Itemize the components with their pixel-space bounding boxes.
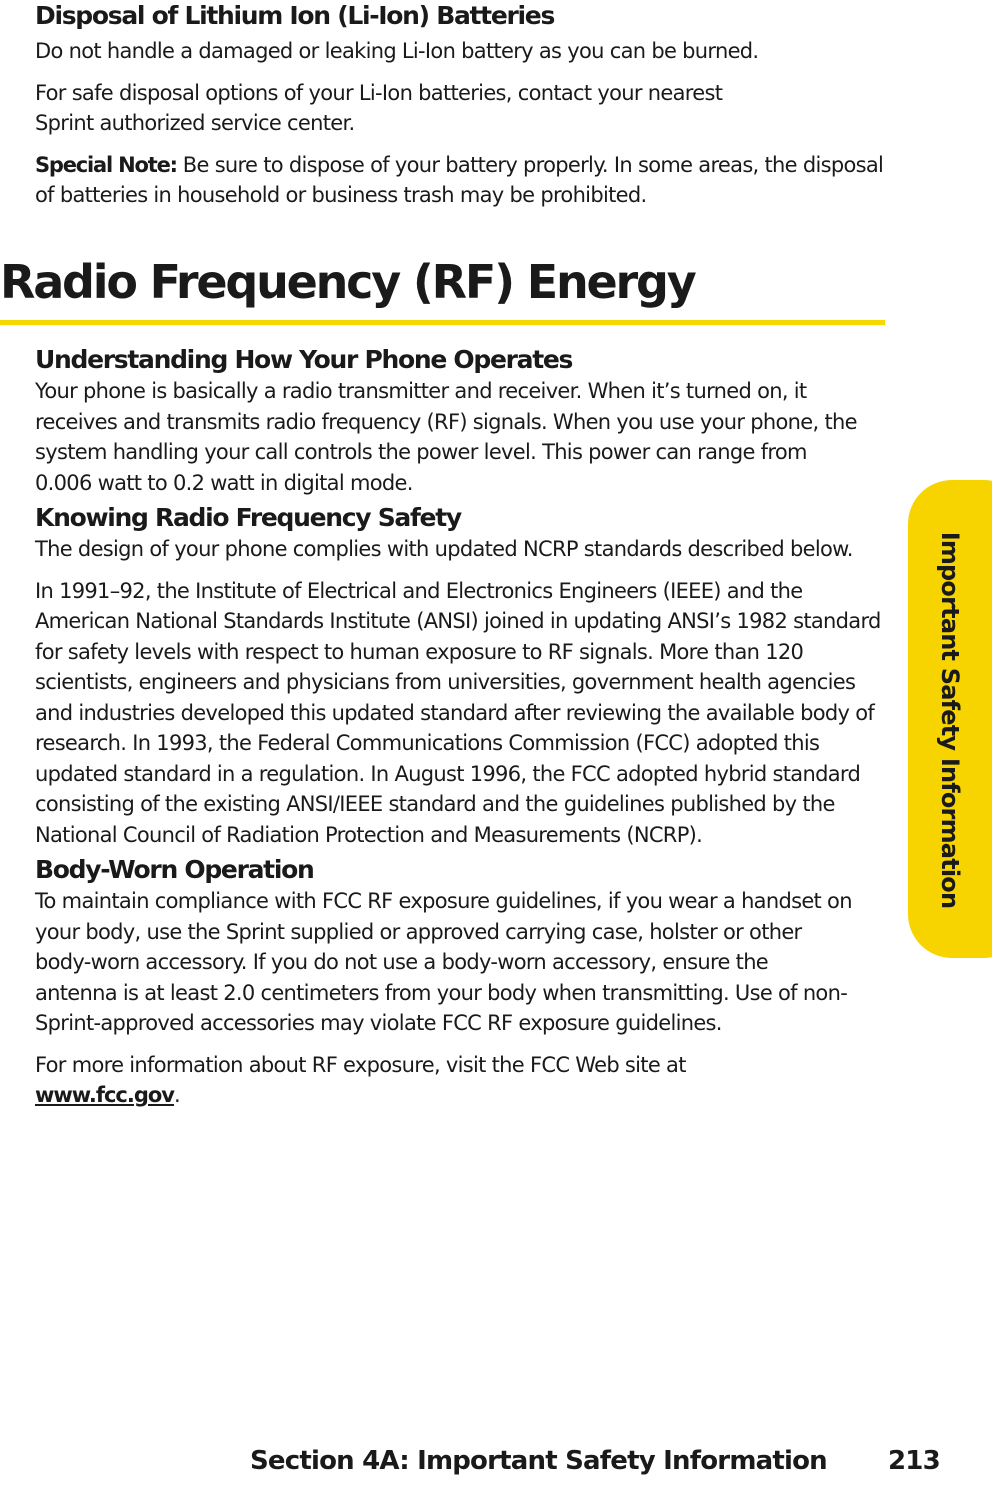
knowing-paragraph-1: The design of your phone complies with updated NCRP standards described below.: [35, 537, 853, 561]
rf-energy-heading: Radio Frequency (RF) Energy: [0, 255, 695, 309]
rf-content: [35, 344, 885, 1122]
battery-disposal-heading: Disposal of Lithium Ion (Li-Ion) Batteries: [35, 1, 555, 30]
understanding-paragraph: Your phone is basically a radio transmitter and receiver. When it’s turned on, it receives and transmits radio frequency (RF) signals. When you use your phone, the system handling your call controls the power level. This power can range from 0.006 watt to 0.2 watt in digital mode.: [35, 379, 857, 495]
battery-warning-paragraph: Do not handle a damaged or leaking Li-Ion battery as you can be burned.: [35, 39, 759, 63]
body-worn-paragraph-2: [35, 1050, 855, 1111]
footer-page-number: 213: [888, 1446, 940, 1476]
battery-disposal-paragraph: [35, 78, 885, 139]
knowing-rf-safety-heading: Knowing Radio Frequency Safety: [35, 503, 461, 532]
fcc-info-text: For more information about RF exposure, visit the FCC Web site at: [35, 1052, 686, 1077]
special-note-paragraph: [35, 150, 885, 211]
special-note-text: Be sure to dispose of your battery properly. In some areas, the disposal of batteries in household or business trash may be prohibited.: [35, 152, 884, 207]
knowing-paragraph-2: In 1991–92, the Institute of Electrical and Electronics Engineers (IEEE) and the American National Standards Institute (ANSI) joined in updating ANSI’s 1982 standard for safety levels with respect to human exposure to RF signals. More than 120 scientists, engineers and physicians from universities, government health agencies and industries developed this updated standard after reviewing the available body of research. In 1993, the Federal Communications Commission (FCC) adopted this updated standard in a regulation. In August 1996, the FCC adopted hybrid standard consisting of the existing ANSI/IEEE standard and the guidelines published by the National Council of Radiation Protection and Measurements (NCRP).: [35, 578, 881, 847]
understanding-heading: Understanding How Your Phone Operates: [35, 345, 573, 374]
page-footer: [0, 1446, 992, 1486]
fcc-website-link[interactable]: www.fcc.gov: [35, 1083, 174, 1107]
special-note-label: Special Note:: [35, 152, 177, 177]
heading-underline-rule: [0, 320, 885, 325]
body-worn-heading: Body-Worn Operation: [35, 855, 314, 884]
battery-disposal-line-1: For safe disposal options of your Li-Ion batteries, contact your nearest: [35, 80, 723, 105]
footer-section-title: Section 4A: Important Safety Information: [250, 1446, 827, 1476]
body-worn-paragraph-1: To maintain compliance with FCC RF exposure guidelines, if you wear a handset on your body, use the Sprint supplied or approved carrying case, holster or other body-worn accessory. If you do not use a body-worn accessory, ensure the antenna is at least 2.0 centimeters from your body when transmitting. Use of non-Sprint-approved accessories may violate FCC RF exposure guidelines.: [35, 889, 852, 1035]
battery-disposal-body: [35, 36, 885, 222]
side-tab-label: Important Safety Information: [936, 531, 964, 909]
battery-disposal-line-2: Sprint authorized service center.: [35, 111, 355, 135]
fcc-info-period: .: [174, 1083, 180, 1107]
